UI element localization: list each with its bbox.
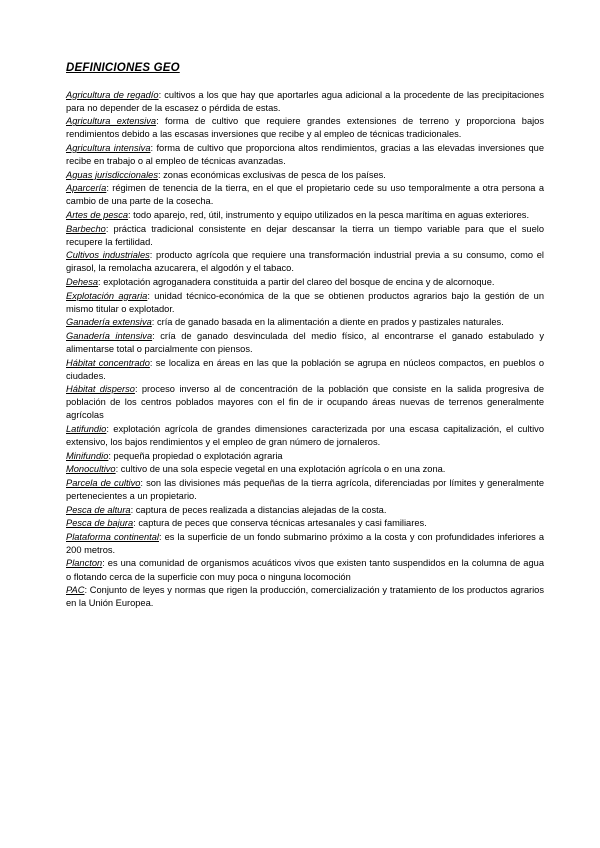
definition-term: Plataforma continental bbox=[66, 531, 159, 542]
definition-text: : explotación agrícola de grandes dimensiones caracterizada por una escasa capitalización, el cultivo extensivo, los bajos rendimientos y el empleo de gran número de jornaleros. bbox=[66, 423, 544, 448]
list-item bbox=[66, 463, 544, 476]
definition-text: : Conjunto de leyes y normas que rigen la producción, comercialización y tratamiento de los productos agrarios en la Unión Europea. bbox=[66, 585, 544, 609]
definition-text: : práctica tradicional consistente en dejar descansar la tierra un tiempo variable para que el suelo recupere la fertilidad. bbox=[66, 223, 544, 247]
definition-term: Pesca de bajura bbox=[66, 518, 134, 529]
definition-term: Latifundio bbox=[66, 423, 107, 434]
definition-text: : forma de cultivo que proporciona altos rendimientos, gracias a las elevadas inversiones que recibe en trabajo o al empleo de técnicas avanzadas. bbox=[66, 143, 545, 167]
list-item bbox=[66, 290, 544, 316]
definition-text: : cultivo de una sola especie vegetal en una explotación agrícola o en una zona. bbox=[115, 464, 446, 475]
definition-text: : cría de ganado desvinculada del medio físico, al encontrarse el ganado estabulado y alimentarse total o parcialmente con piensos. bbox=[66, 330, 544, 354]
definition-text: : régimen de tenencia de la tierra, en el que el propietario cede su uso temporalmente a otra persona a cambio de una parte de la cosecha. bbox=[66, 183, 544, 207]
definition-term: Hábitat concentrado bbox=[66, 357, 150, 368]
definition-text: : todo aparejo, red, útil, instrumento y equipo utilizados en la pesca marítima en aguas exteriores. bbox=[128, 209, 530, 220]
definition-text: : es la superficie de un fondo submarino próximo a la costa y con profundidades inferiores a 200 metros. bbox=[66, 531, 544, 555]
list-item bbox=[66, 316, 544, 329]
definition-term: Aparcería bbox=[66, 183, 107, 194]
list-item bbox=[66, 115, 544, 141]
definition-text: : producto agrícola que requiere una transformación industrial previa a su consumo, como el girasol, la remolacha azucarera, el algodón y el tabaco. bbox=[66, 250, 544, 274]
definition-text: : explotación agroganadera constituida a partir del clareo del bosque de encina y de alcornoque. bbox=[98, 276, 495, 287]
definition-term: PAC bbox=[66, 585, 85, 596]
definition-term: Barbecho bbox=[66, 223, 106, 234]
definition-text: : zonas económicas exclusivas de pesca de los países. bbox=[157, 169, 386, 180]
definition-term: Explotación agraria bbox=[66, 290, 148, 301]
definition-text: : cultivos a los que hay que aportarles agua adicional a la procedente de las precipitaciones para no depender de la escasez o pérdida de estas. bbox=[66, 89, 544, 113]
list-item bbox=[66, 89, 544, 115]
definition-term: Parcela de cultivo bbox=[66, 477, 141, 488]
list-item bbox=[66, 450, 544, 463]
list-item bbox=[66, 249, 544, 275]
definition-text: : pequeña propiedad o explotación agraria bbox=[108, 450, 283, 461]
definition-text: : captura de peces que conserva técnicas artesanales y casi familiares. bbox=[133, 518, 427, 529]
list-item bbox=[66, 182, 544, 208]
list-item bbox=[66, 223, 544, 249]
list-item bbox=[66, 423, 544, 449]
page-title: DEFINICIONES GEO bbox=[66, 62, 180, 74]
definition-term: Pesca de altura bbox=[66, 504, 131, 515]
definition-term: Cultivos industriales bbox=[66, 250, 150, 261]
definition-text: : forma de cultivo que requiere grandes extensiones de terreno y proporciona bajos rendimientos debido a las escasas inversiones que recibe y al empleo de técnicas tradicionales. bbox=[66, 116, 544, 140]
definition-term: Agricultura extensiva bbox=[66, 116, 157, 127]
definition-term: Artes de pesca bbox=[66, 209, 129, 220]
definition-term: Minifundio bbox=[66, 450, 109, 461]
list-item bbox=[66, 276, 544, 289]
definition-text: : son las divisiones más pequeñas de la tierra agrícola, diferenciadas por límites y generalmente pertenecientes a un propietario. bbox=[66, 477, 544, 501]
definition-text: : unidad técnico-económica de la que se obtienen productos agrarios bajo la gestión de un mismo titular o explotador. bbox=[66, 290, 544, 314]
definition-term: Agricultura intensiva bbox=[66, 143, 151, 154]
definitions-list bbox=[66, 89, 544, 611]
list-item bbox=[66, 517, 544, 530]
definition-term: Monocultivo bbox=[66, 464, 116, 475]
list-item bbox=[66, 531, 544, 557]
definition-term: Dehesa bbox=[66, 276, 99, 287]
definition-text: : se localiza en áreas en las que la población se agrupa en núcleos compactos, en pueblos o ciudades. bbox=[66, 357, 544, 381]
list-item bbox=[66, 209, 544, 222]
definition-text: : captura de peces realizada a distancias alejadas de la costa. bbox=[130, 504, 387, 515]
list-item bbox=[66, 383, 544, 422]
list-item bbox=[66, 504, 544, 517]
list-item bbox=[66, 330, 544, 356]
definition-text: : cría de ganado basada en la alimentación a diente en prados y pastizales naturales. bbox=[151, 317, 504, 328]
definition-text: : proceso inverso al de concentración de la población que consiste en la salida progresiva de población de los centros poblados mayores con el fin de ir ocupando áreas nuevas de terrenos generalmente agrícolas bbox=[66, 384, 544, 421]
definition-term: Ganadería extensiva bbox=[66, 317, 152, 328]
definition-term: Hábitat disperso bbox=[66, 384, 135, 395]
definition-text: : es una comunidad de organismos acuáticos vivos que existen tanto suspendidos en la columna de agua o flotando cerca de la superficie con muy poca o ninguna locomoción bbox=[66, 558, 544, 582]
list-item bbox=[66, 557, 544, 583]
definition-term: Aguas jurisdiccionales bbox=[66, 169, 158, 180]
list-item bbox=[66, 142, 544, 168]
list-item bbox=[66, 584, 544, 610]
list-item bbox=[66, 477, 544, 503]
list-item bbox=[66, 357, 544, 383]
definition-term: Agricultura de regadío bbox=[66, 89, 159, 100]
definition-term: Ganadería intensiva bbox=[66, 330, 153, 341]
definition-term: Plancton bbox=[66, 558, 103, 569]
list-item bbox=[66, 169, 544, 182]
